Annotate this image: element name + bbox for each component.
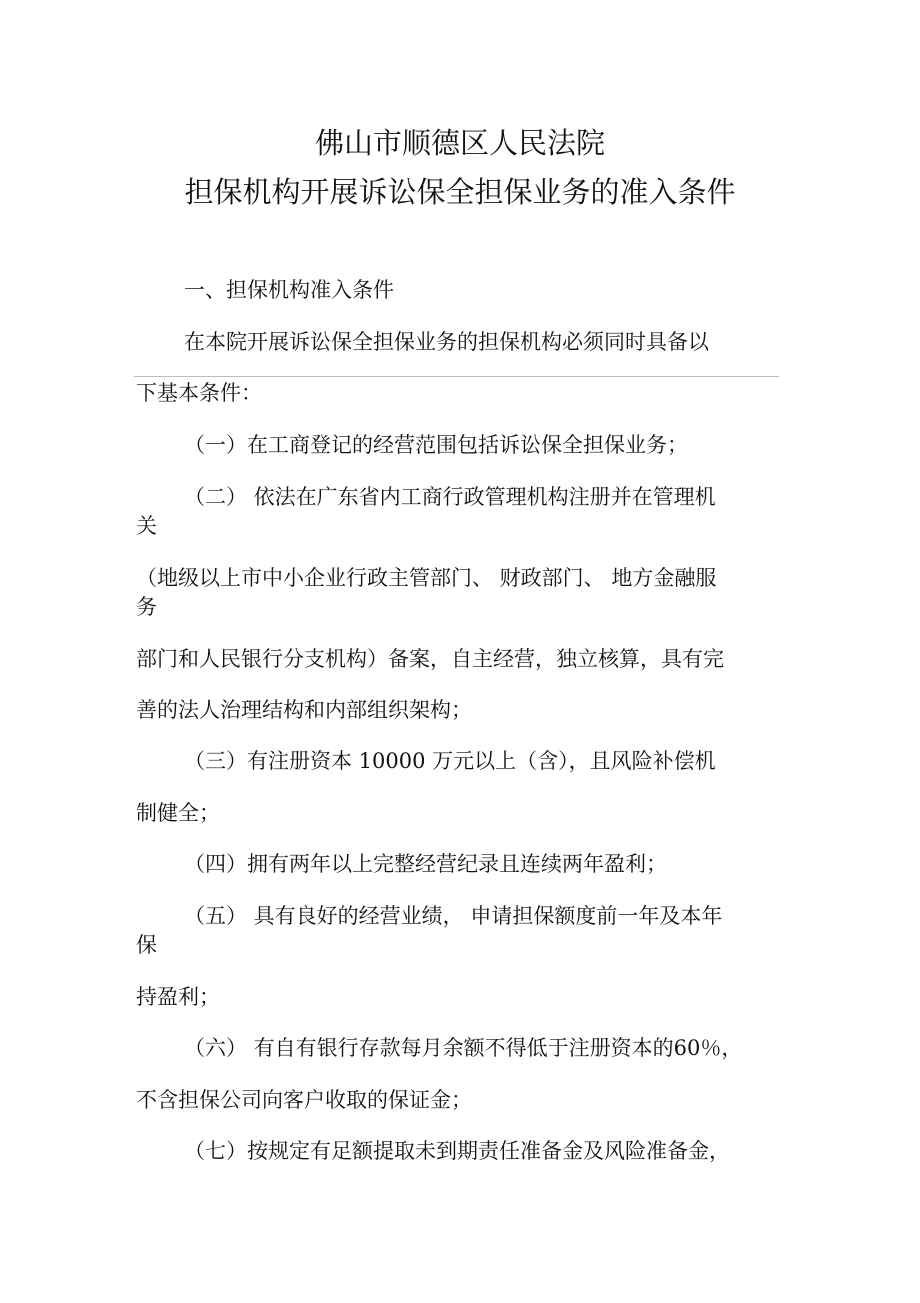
item-5-line-3: 持盈利； [136, 985, 220, 1009]
item-2-line-4: 务 [136, 595, 157, 619]
paragraph-line-1: 在本院开展诉讼保全担保业务的担保机构必须同时具备以 [184, 330, 709, 354]
item-1-line-1: （一）在工商登记的经营范围包括诉讼保全担保业务； [184, 433, 688, 457]
document-title-court: 佛山市顺德区人民法院 [314, 126, 605, 160]
item-5-line-2: 保 [136, 933, 157, 957]
paragraph-line-2: 下基本条件： [136, 381, 262, 405]
horizontal-rule [134, 376, 779, 377]
item-5-line-1: （五） 具有良好的经营业绩， 申请担保额度前一年及本年 [184, 904, 723, 928]
item-2-line-5: 部门和人民银行分支机构）备案，自主经营，独立核算，具有完 [136, 647, 724, 671]
item-2-line-3: （地级以上市中小企业行政主管部门、 财政部门、 地方金融服 [136, 566, 717, 590]
item-2-line-6: 善的法人治理结构和内部组织架构； [136, 698, 472, 722]
item-2-line-2: 关 [136, 514, 157, 538]
item-3-line-1: （三）有注册资本 10000 万元以上（含），且风险补偿机 [184, 749, 716, 773]
item-6-line-1: （六） 有自有银行存款每月余额不得低于注册资本的60％， [184, 1036, 743, 1060]
item-4-line-1: （四）拥有两年以上完整经营纪录且连续两年盈利； [184, 852, 667, 876]
section-heading: 一、担保机构准入条件 [184, 278, 394, 302]
item-3-line-2: 制健全； [136, 801, 220, 825]
item-6-line-2: 不含担保公司向客户收取的保证金； [136, 1088, 472, 1112]
item-2-line-1: （二） 依法在广东省内工商行政管理机构注册并在管理机 [184, 485, 716, 509]
document-title-subject: 担保机构开展诉讼保全担保业务的准入条件 [184, 175, 736, 209]
item-7-line-1: （七）按规定有足额提取未到期责任准备金及风险准备金， [184, 1139, 730, 1163]
